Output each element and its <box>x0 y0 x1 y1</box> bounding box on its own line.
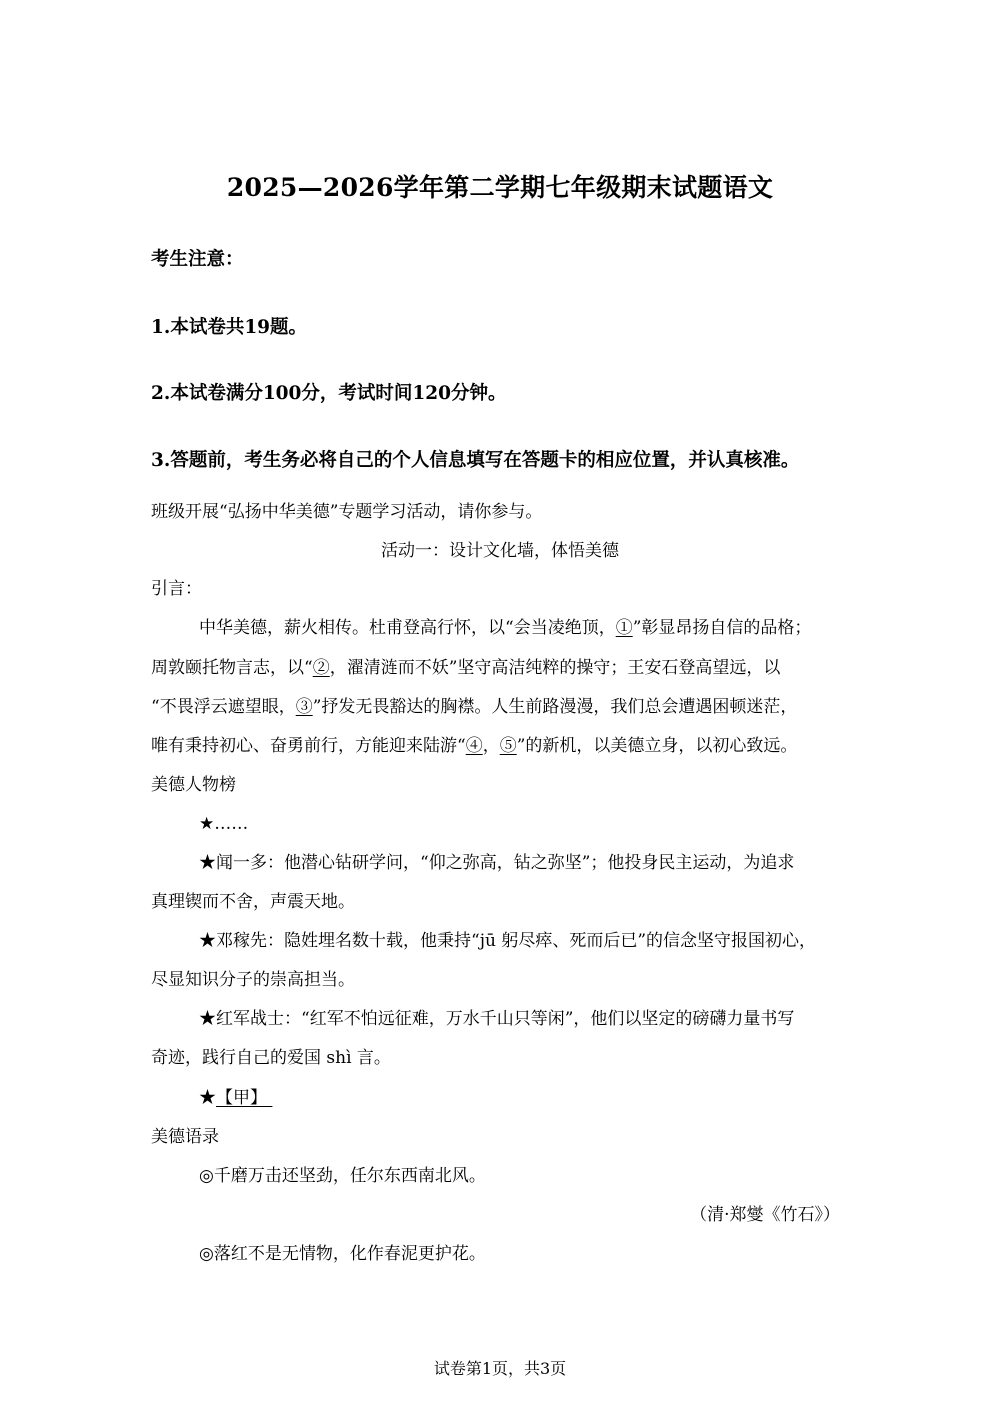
preface-line-1 <box>199 616 811 640</box>
blank-4: ④ <box>465 736 483 756</box>
preface-text: “不畏浮云遮望眼， <box>151 697 296 717</box>
blank-1: ① <box>615 618 633 638</box>
preface-line-3 <box>151 695 797 719</box>
preface-text: ”彰显昂扬自信的品格； <box>632 618 812 638</box>
virtue-list-label: 美德人物榜 <box>151 775 236 795</box>
star-mark: ★ <box>199 1088 216 1108</box>
notice-item-1: 1.本试卷共19题。 <box>151 317 308 338</box>
virtue-item-wen-1: ★闻一多：他潜心钻研学问，“仰之弥高，钻之弥坚”；他投身民主运动，为追求 <box>199 853 795 873</box>
preface-text: ”抒发无畏豁达的胸襟。人生前路漫漫，我们总会遭遇困顿迷茫， <box>312 697 798 717</box>
virtue-item-wen-2: 真理锲而不舍，声震天地。 <box>151 892 355 912</box>
blank-5: ⑤ <box>499 736 517 756</box>
preface-text: ，濯清涟而不妖”坚守高洁纯粹的操守；王安石登高望远，以 <box>329 658 781 678</box>
quote-1: ◎千磨万击还坚劲，任尔东西南北风。 <box>199 1166 486 1186</box>
preface-text: 唯有秉持初心、奋勇前行，方能迎来陆游“ <box>151 736 466 756</box>
notice-heading: 考生注意： <box>151 249 244 270</box>
notice-item-3: 3.答题前，考生务必将自己的个人信息填写在答题卡的相应位置，并认真核准。 <box>151 450 800 471</box>
virtue-item-deng-2: 尽显知识分子的崇高担当。 <box>151 970 355 990</box>
preface-text: 周敦颐托物言志，以“ <box>151 658 313 678</box>
virtue-item-red-1: ★红军战士：“红军不怕远征难，万水千山只等闲”，他们以坚定的磅礴力量书写 <box>199 1009 795 1029</box>
virtue-item-ellipsis: ★…… <box>199 814 249 834</box>
preface-text: 中华美德，薪火相传。杜甫登高行怀，以“会当凌绝顶， <box>199 618 616 638</box>
preface-label: 引言： <box>151 579 202 599</box>
preface-line-4 <box>151 734 797 758</box>
quote-2: ◎落红不是无情物，化作春泥更护花。 <box>199 1244 486 1264</box>
exam-title: 2025—2026学年第二学期七年级期末试题语文 <box>226 173 774 202</box>
intro-text: 班级开展“弘扬中华美德”专题学习活动，请你参与。 <box>151 502 543 522</box>
blank-jia <box>216 1088 272 1108</box>
blank-2: ② <box>312 658 330 678</box>
preface-text: ， <box>482 736 500 756</box>
preface-text: ”的新机，以美德立身，以初心致远。 <box>516 736 798 756</box>
preface-line-2 <box>151 656 780 680</box>
activity-title: 活动一：设计文化墙，体悟美德 <box>381 541 619 561</box>
quote-1-source: （清·郑燮《竹石》） <box>690 1205 840 1225</box>
virtue-item-red-2: 奇迹，践行自己的爱国 shì 言。 <box>151 1048 391 1068</box>
virtue-item-deng-1: ★邓稼先：隐姓埋名数十载，他秉持“jū 躬尽瘁、死而后已”的信念坚守报国初心， <box>199 931 817 951</box>
quotes-label: 美德语录 <box>151 1127 219 1147</box>
blank-jia-label: 【甲】 <box>216 1088 267 1108</box>
page-footer: 试卷第1页，共3页 <box>433 1359 567 1378</box>
notice-item-2: 2.本试卷满分100分，考试时间120分钟。 <box>151 383 507 404</box>
blank-3: ③ <box>295 697 313 717</box>
virtue-item-jia <box>199 1086 272 1110</box>
